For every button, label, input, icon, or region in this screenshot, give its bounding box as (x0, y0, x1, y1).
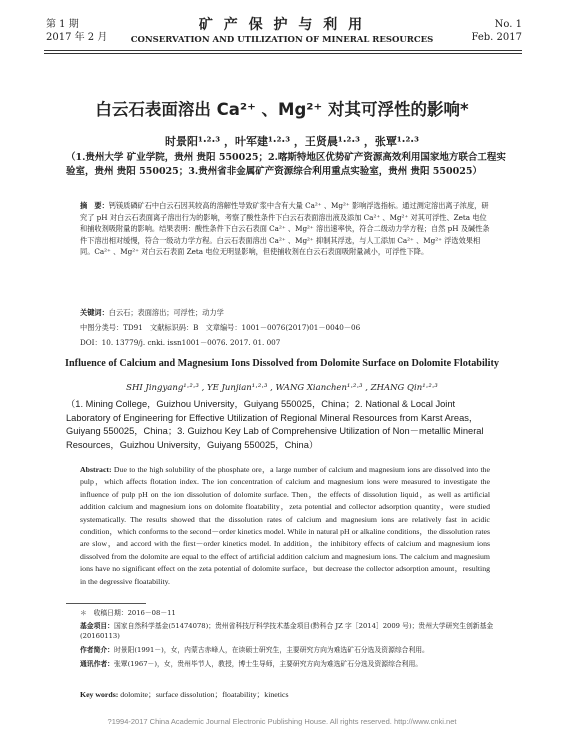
affiliations-en: （1. Mining College，Guizhou University，Guiyang 550025，China；2. National & Local Joint Laboratory of Engineering for Effective Utilization of Regional Mineral Resources from Karst Areas，Guiyang 550025，China；3. Guizhou Key Lab of Comprehensive Utilization of Non－metallic Mineral Resources，Guizhou University，Guiyang 550025，China） (66, 399, 484, 450)
issue-date-en: Feb. 2017 (471, 32, 522, 43)
copyright-footer: ?1994-2017 China Academic Journal Electronic Publishing House. All rights reserved. http://www.cnki.net (107, 717, 457, 726)
abstract-en-label: Abstract: (80, 465, 112, 474)
keywords-zh-label: 关键词： (80, 308, 109, 317)
keywords-en-text: dolomite；surface dissolution；floatability；kinetics (120, 690, 289, 699)
footnote-contact (80, 659, 510, 669)
footnote-contact-text: 张覃(1967－)，女，贵州毕节人，教授，博士生导师，主要研究方向为难选矿石分选及资源综合利用。 (113, 660, 423, 668)
authors-zh: 时景阳¹·²·³ ，叶军建¹·²·³ ，王贤晨¹·²·³ ，张覃¹·²·³ (165, 135, 419, 148)
footnote-author-text: 时景阳(1991－)，女，内蒙古赤峰人，在读硕士研究生，主要研究方向为难选矿石分选及资源综合利用。 (113, 646, 429, 654)
paper-title-en: Influence of Calcium and Magnesium Ions Dissolved from Dolomite Surface on Dolomite Flotability (65, 358, 499, 369)
keywords-en-label: Key words: (80, 690, 119, 699)
footnote-rule (66, 603, 146, 604)
classification-line: 中图分类号：TD91 文献标识码：B 文章编号：1001－0076(2017)01－0040－06 (80, 323, 361, 332)
footnote-fund-label: 基金项目： (80, 622, 114, 630)
journal-title-zh: 矿 产 保 护 与 利 用 (198, 17, 366, 33)
journal-title-en: CONSERVATION AND UTILIZATION OF MINERAL RESOURCES (130, 35, 434, 45)
abstract-zh (80, 200, 492, 258)
footnote-author (80, 645, 510, 655)
issue-info-en (471, 18, 522, 44)
keywords-zh (80, 308, 224, 318)
footnote-author-label: 作者简介： (80, 646, 114, 654)
footnote-received: ＊ 收稿日期：2016－08－11 (80, 609, 176, 617)
keywords-en (80, 689, 289, 700)
authors-en: SHI Jingyang¹·²·³ , YE Junjian¹·²·³ , WANG Xianchen¹·²·³ , ZHANG Qin¹·²·³ (126, 383, 438, 393)
doi-line: DOI：10. 13779/j. cnki. issn1001－0076. 2017. 01. 007 (80, 338, 281, 347)
footnote-contact-label: 通讯作者： (80, 660, 114, 668)
abstract-en (80, 464, 490, 588)
keywords-zh-text: 白云石；表面溶出；可浮性；动力学 (108, 308, 224, 317)
issue-date-zh: 2017 年 2 月 (46, 32, 108, 43)
abstract-zh-text: 钙镁质磷矿石中白云石因其较高的溶解性导致矿浆中含有大量 Ca²⁺ 、Mg²⁺ 影响浮选指标。通过测定溶出离子浓度，研究了 pH 对白云石表面离子溶出行为的影响，考察了酸性条件下白云石表面溶出液及添加 Ca²⁺ 、Mg²⁺ 对其可浮性、Zeta 电位和捕收剂吸附量的影响。结果表明：酸性条件下白云石表面 Ca²⁺ 、Mg²⁺ 溶出速率快，符合二级动力学方程；自然 pH 及碱性条件下溶出相对缓慢，符合一级动力学方程。白云石表面溶出 Ca²⁺ 、Mg²⁺ 抑制其浮选，与人工添加 Ca²⁺ 、Mg²⁺ 浮选效果相同。Ca²⁺ 、Mg²⁺ 对白云石表面 Zeta 电位无明显影响，但使捕收剂在白云石表面吸附量减小，可浮性下降。 (80, 201, 490, 257)
paper-title-zh: 白云石表面溶出 Ca²⁺ 、Mg²⁺ 对其可浮性的影响* (95, 100, 469, 119)
issue-number-en: No. 1 (494, 19, 522, 30)
affiliations-zh: （1.贵州大学 矿业学院，贵州 贵阳 550025；2.喀斯特地区优势矿产资源高效利用国家地方联合工程实验室，贵州 贵阳 550025；3.贵州省非金属矿产资源综合利用重点实验室，贵州 贵阳 550025） (66, 152, 506, 177)
footnote-fund-text: 国家自然科学基金(51474078)；贵州省科技厅科学技术基金项目(黔科合 JZ 字［2014］2009 号)；贵州大学研究生创新基金(20160113) (80, 622, 494, 640)
abstract-zh-label: 摘 要： (80, 201, 109, 210)
header-rule-thin (44, 53, 522, 54)
header-rule-thick (44, 50, 522, 51)
abstract-en-text: Due to the high solubility of the phosphate ore，a large number of calcium and magnesium ions are dissolved into the pulp，which affects flotation index. The ion concentration of calcium and magnesium ions were measured to investigate the influence of pulp pH on the ion dissolution of dolomite surface. Then，the effects of dissolution liquid，as well as artificial addition calcium and magnesium ions on dolomite floatability，zeta potential and collector adsorption quantity，were studied systematically. The results showed that the dissolution rates of calcium and magnesium ions are relatively fast in acidic condition，which conforms to the second－order kinetics model. While in natural pH or alkaline conditions，the dissolution rates are slow，and accord with the first－order kinetics model. In addition，the inhibitory effects of calcium and magnesium ions dissolved from the dolomite are equal to the effect of artificial addition calcium and magnesium ions. The calcium and magnesium ions have no significant effect on the zeta potential of dolomite surface，but decrease the collector adsorption amount，resulting in the degressive floatability. (80, 465, 491, 586)
issue-number-zh: 第 1 期 (46, 19, 79, 30)
footnote-fund (80, 621, 510, 641)
